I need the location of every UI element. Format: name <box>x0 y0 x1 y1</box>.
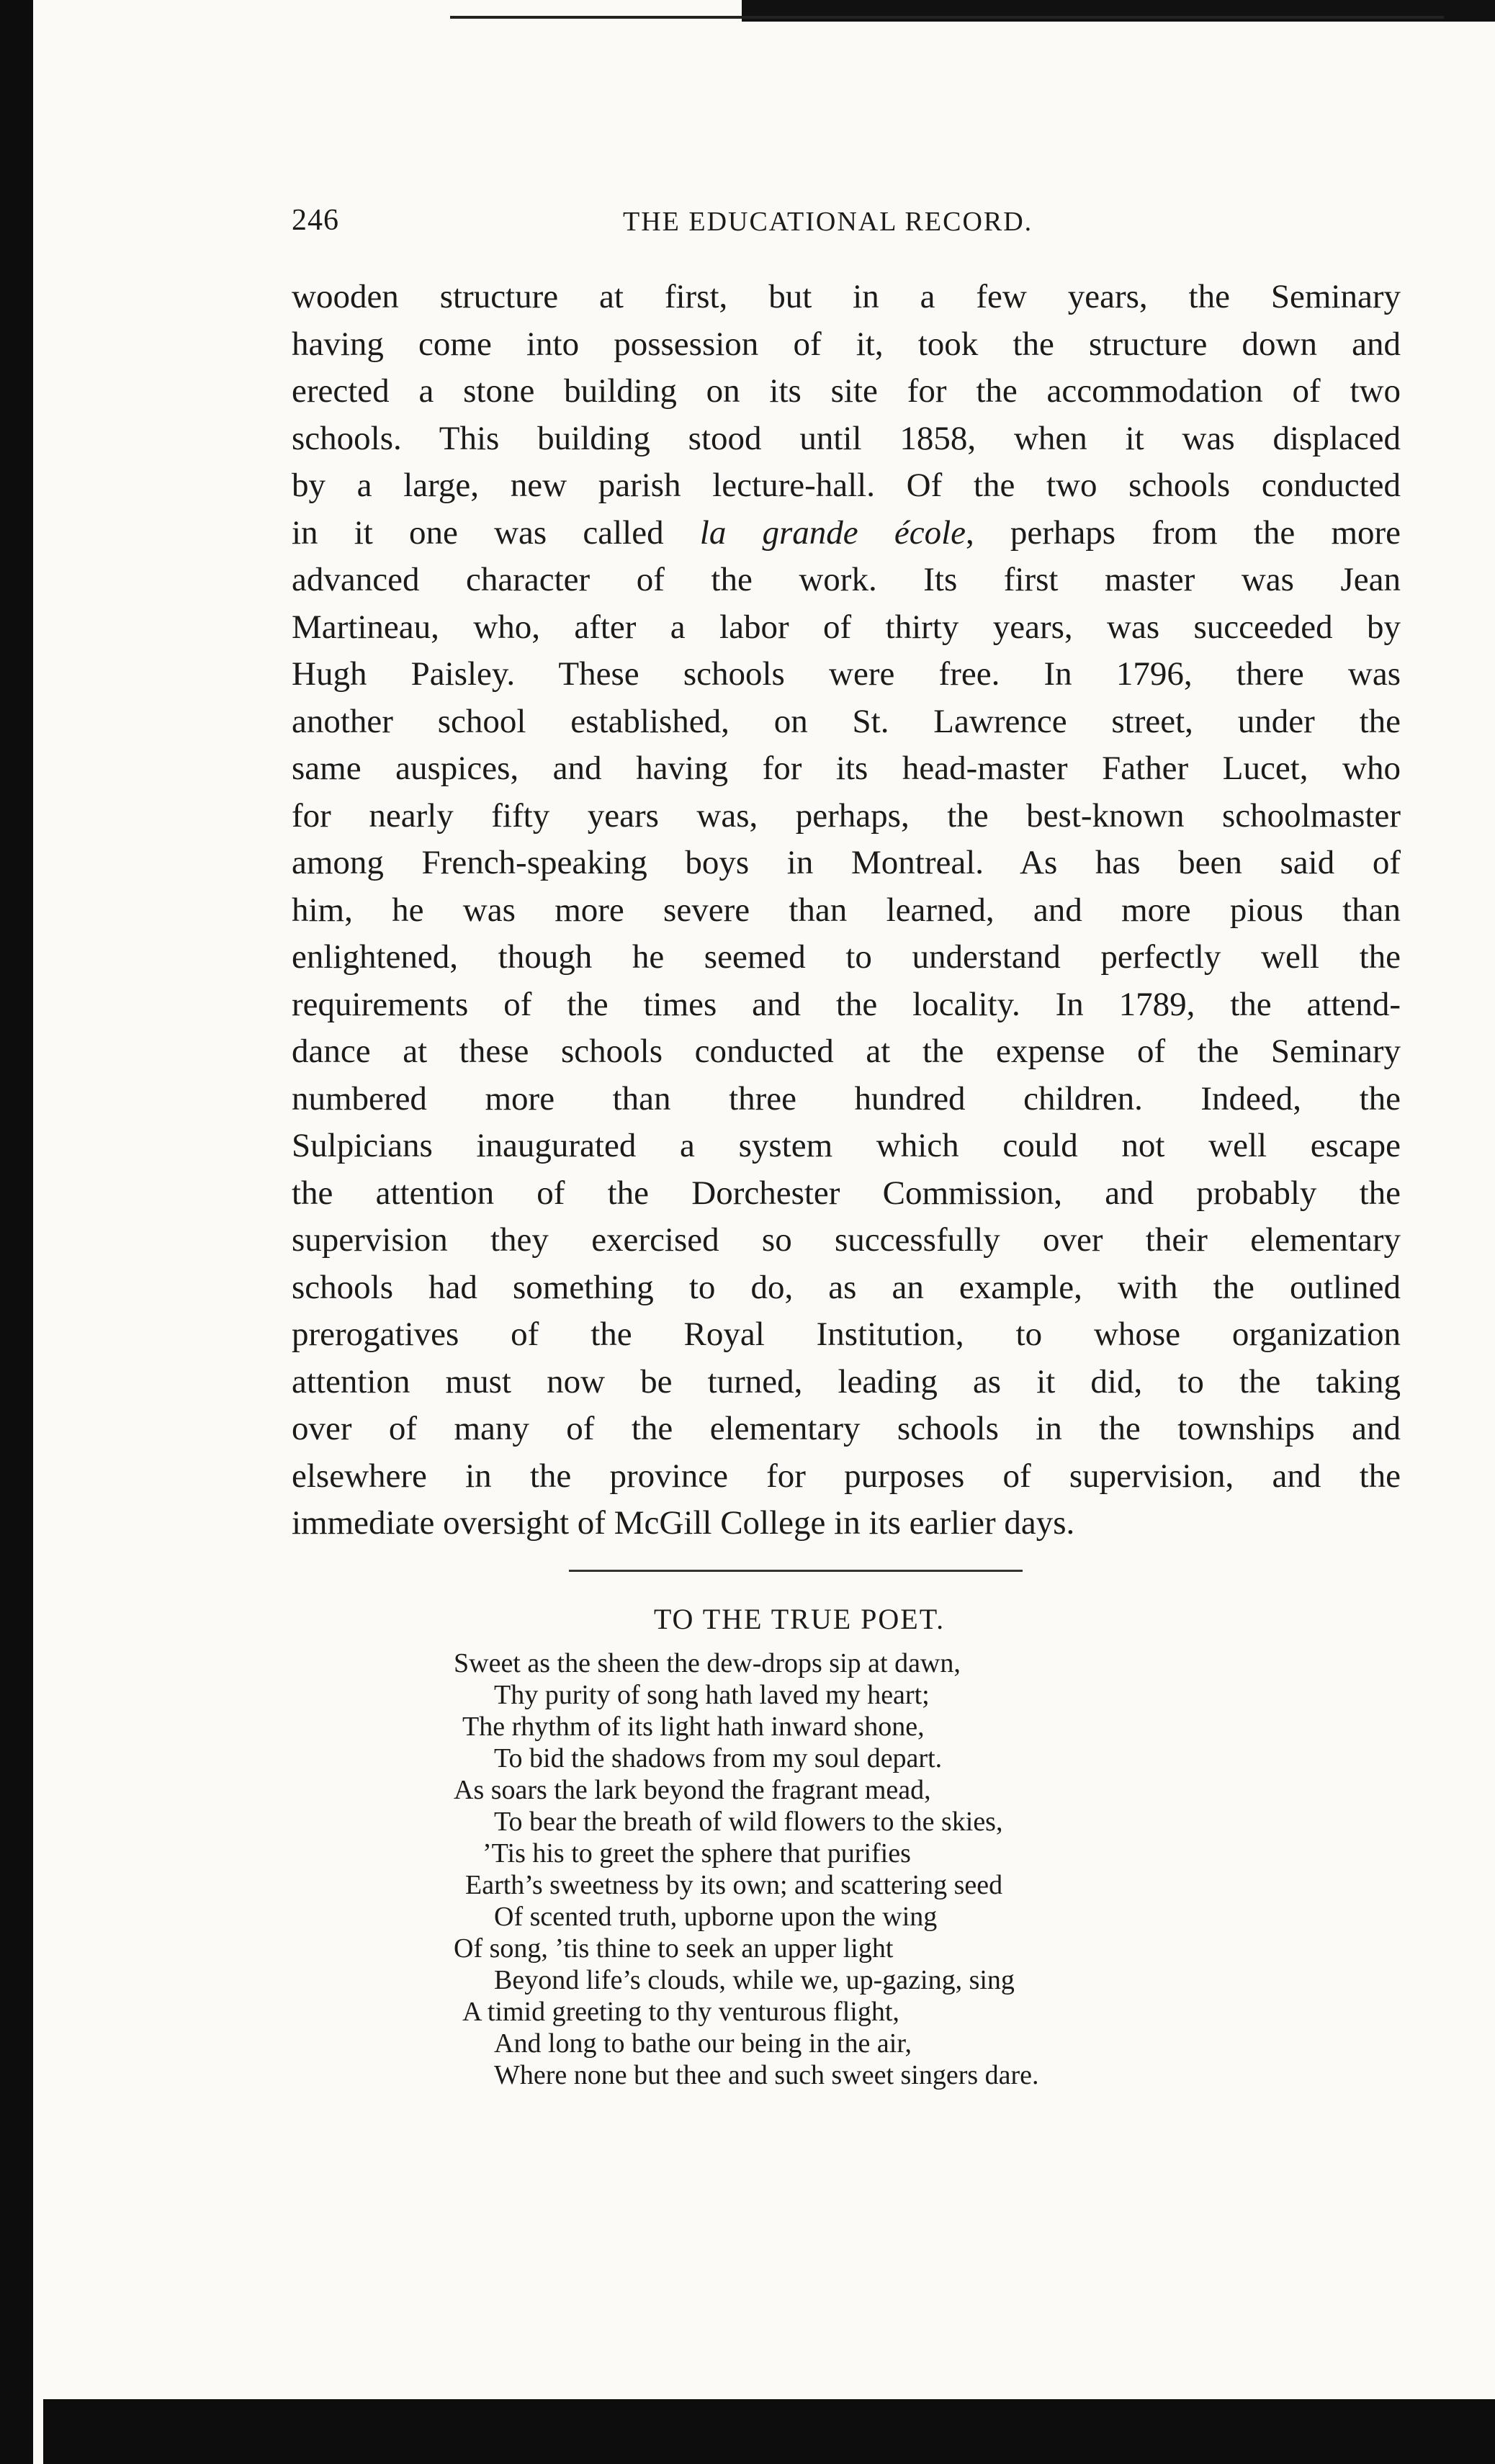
body-line: by a large, new parish lecture-hall. Of the two schools conducted <box>292 467 1401 504</box>
body-line: advanced character of the work. Its first master was Jean <box>292 561 1401 598</box>
poem-line: And long to bathe our being in the air, <box>494 2028 912 2059</box>
body-text-run: , perhaps from the more <box>966 513 1401 552</box>
poem-line: To bid the shadows from my soul depart. <box>494 1743 943 1773</box>
body-line: immediate oversight of McGill College in its earlier days. <box>292 1504 1075 1542</box>
poem-line: As soars the lark beyond the fragrant mead, <box>454 1775 931 1805</box>
body-line: Sulpicians inaugurated a system which could not well escape <box>292 1127 1401 1164</box>
body-line: wooden structure at first, but in a few years, the Seminary <box>292 278 1401 315</box>
body-text-run: in it one was called <box>292 513 664 552</box>
poem-line: Earth’s sweetness by its own; and scattering seed <box>465 1870 1003 1900</box>
body-line: for nearly fifty years was, perhaps, the best-known schoolmaster <box>292 796 1401 835</box>
body-line: prerogatives of the Royal Institution, to whose organization <box>292 1316 1401 1353</box>
body-line <box>292 510 1401 557</box>
poem-line: Of song, ’tis thine to seek an upper light <box>454 1933 894 1964</box>
italic-phrase: la grande école <box>699 513 966 552</box>
poem-title: TO THE TRUE POET. <box>653 1603 946 1635</box>
section-divider <box>569 1570 1023 1572</box>
body-line: among French-speaking boys in Montreal. As has been said of <box>292 844 1401 881</box>
body-line: Martineau, who, after a labor of thirty years, was succeeded by <box>292 608 1401 646</box>
body-line: same auspices, and having for its head-master Father Lucet, who <box>292 750 1401 787</box>
body-line: the attention of the Dorchester Commission, and probably the <box>292 1174 1401 1212</box>
poem-line: ’Tis his to greet the sphere that purifies <box>482 1838 911 1869</box>
body-line: enlightened, though he seemed to understand perfectly well the <box>292 938 1401 976</box>
poem-line: To bear the breath of wild flowers to the skies, <box>494 1807 1003 1837</box>
body-line: numbered more than three hundred children. Indeed, the <box>292 1079 1401 1118</box>
scan-left-border <box>0 0 33 2464</box>
poem-line: Thy purity of song hath laved my heart; <box>494 1680 930 1710</box>
body-line: schools. This building stood until 1858, when it was displaced <box>292 419 1401 457</box>
poem-line: Sweet as the sheen the dew-drops sip at dawn, <box>454 1648 961 1678</box>
body-line: having come into possession of it, took the structure down and <box>292 325 1401 363</box>
body-line: him, he was more severe than learned, and more pious than <box>292 891 1401 929</box>
poem <box>425 1647 1289 2091</box>
body-line: dance at these schools conducted at the expense of the Seminary <box>292 1033 1401 1070</box>
poem-line: Where none but thee and such sweet singers dare. <box>494 2060 1039 2090</box>
body-line: schools had something to do, as an example, with the outlined <box>292 1268 1401 1306</box>
poem-line: The rhythm of its light hath inward shone, <box>462 1712 925 1742</box>
body-line: supervision they exercised so successfully over their elementary <box>292 1221 1401 1259</box>
body-line: attention must now be turned, leading as it did, to the taking <box>292 1362 1401 1400</box>
scan-top-rule <box>450 16 1444 19</box>
body-line: over of many of the elementary schools in the townships and <box>292 1410 1401 1447</box>
scan-bottom-edge <box>43 2399 1495 2464</box>
page-number: 246 <box>292 204 339 237</box>
journal-title: THE EDUCATIONAL RECORD. <box>623 207 1033 237</box>
body-line: elsewhere in the province for purposes of supervision, and the <box>292 1457 1401 1495</box>
article-body <box>292 274 1401 1547</box>
body-line: another school established, on St. Lawrence street, under the <box>292 702 1401 740</box>
poem-line: Beyond life’s clouds, while we, up-gazing, sing <box>494 1965 1015 1995</box>
body-line: erected a stone building on its site for the accommodation of two <box>292 372 1401 410</box>
poem-line: Of scented truth, upborne upon the wing <box>494 1902 938 1932</box>
poem-line: A timid greeting to thy venturous flight, <box>462 1997 899 2027</box>
body-line: requirements of the times and the locality. In 1789, the attend- <box>292 985 1401 1023</box>
body-line: Hugh Paisley. These schools were free. In 1796, there was <box>292 655 1401 693</box>
running-head <box>292 203 1077 246</box>
